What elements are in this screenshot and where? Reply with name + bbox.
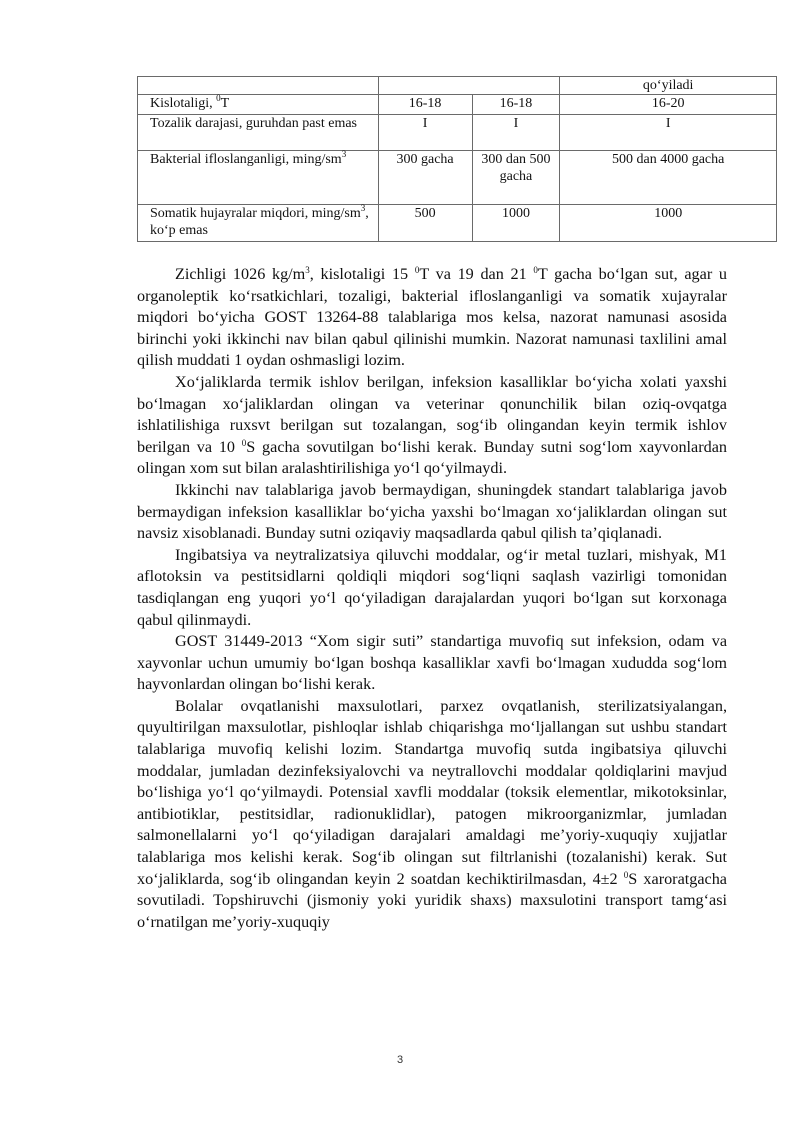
page-number: 3 xyxy=(396,1054,404,1066)
row-label: Tozalik darajasi, guruhdan past emas xyxy=(138,115,379,151)
table-cell: 16-20 xyxy=(560,95,777,115)
table-cell: 500 dan 4000 gacha xyxy=(560,151,777,205)
table-cell: I xyxy=(472,115,560,151)
paragraph: Bolalar ovqatlanishi maxsulotlari, parxez ovqatlanish, sterilizatsiyalangan, quyultirilgan maxsulotlar, pishloqlar ishlab chiqarishga mo‘ljallangan sut ushbu standart talablariga muvofiq kelishi lozim. Standartga muvofiq sutda ingibatsiya qiluvchi moddalar, jumladan dezinfeksiyalovchi va neytrallovchi moddalar qoldiqlarini mavjud bo‘lishiga yo‘l qo‘yilmaydi. Potensial xavfli moddalar (toksik elementlar, mikotoksinlar, antibiotiklar, pestitsidlar, radionuklidlar), patogen mikroorganizmlar, jumladan salmonellalarni yo‘l qo‘yiladigan darajalari amaldagi me’yoriy-xuquqiy xujjatlar talablariga mos kelishi kerak. Sog‘ib olingan sut filtrlanishi (tozalanishi) kerak. Sut xo‘jaliklarda, sog‘ib olingandan keyin 2 soatdan kechiktirilmasdan, 4±2 $^0$S xaroratgacha sovutiladi. Topshiruvchi (jismoniy yoki yuridik shaxs) maxsulotini transport tamg‘asi o‘rnatilgan me’yoriy-xuquqiy xyxy=(137,696,727,931)
table-cell: qo‘yiladi xyxy=(560,77,777,95)
paragraph: Ingibatsiya va neytralizatsiya qiluvchi moddalar, og‘ir metal tuzlari, mishyak, M1 aflotoksin va pestitsidlarni qoldiqli miqdori sog‘liqni saqlash vazirligi tomonidan tasdiqlangan eng yuqori yo‘l qo‘yiladigan darajalardan yuqori bo‘lgan sut korxonaga qabul qilinmaydi. xyxy=(137,545,727,629)
row-label: Bakterial ifloslanganligi, ming/$sm^3$ xyxy=(138,151,379,205)
table-row xyxy=(138,205,777,242)
table-cell: 300 gacha xyxy=(378,151,472,205)
paragraph: Zichligi 1026 $kg/m^3$, kislotaligi 15 $^0$T va 19 dan 21 $^0$T gacha bo‘lgan sut, agar u organoleptik ko‘rsatkichlari, tozaligi, bakterial ifloslanganligi va somatik xujayralar miqdori bo‘yicha GOST 13264-88 talablariga mos kelsa, nazorat namunasi asosida birinchi yoki ikkinchi nav bilan qabul qilinishi mumkin. Nazorat namunasi taxlilini amal qilish muddati 1 oydan oshmasligi lozim. xyxy=(137,265,727,370)
table-cell xyxy=(138,77,379,95)
table-cell: I xyxy=(378,115,472,151)
table-row xyxy=(138,95,777,115)
table-cell: 16-18 xyxy=(378,95,472,115)
row-label: Somatik hujayralar miqdori, ming/$sm^3$, ko‘p emas xyxy=(138,205,379,242)
milk-requirements-table xyxy=(137,76,777,242)
table-cell xyxy=(378,77,472,95)
table-cell xyxy=(472,77,560,95)
table-cell: I xyxy=(560,115,777,151)
table-cell: 1000 xyxy=(560,205,777,242)
row-label: Kislotaligi, $^0$T xyxy=(138,95,379,115)
table-cell: 1000 xyxy=(472,205,560,242)
table-cell: 500 xyxy=(378,205,472,242)
paragraph: Xo‘jaliklarda termik ishlov berilgan, infeksion kasalliklar bo‘yicha xolati yaxshi bo‘lmagan xo‘jaliklardan olingan va veterinar qonunchilik bilan oziq-ovqatga ishlatilishiga ruxsvt berilgan sut tozalangan, sog‘ib olingandan keyin termik ishlov berilgan va 10 $^0$S gacha sovutilgan bo‘lishi kerak. Bunday sutni sog‘lom xayvonlardan olingan xom sut bilan aralashtirilishiga yo‘l qo‘yilmaydi. xyxy=(137,372,727,478)
table-row xyxy=(138,151,777,205)
body-text xyxy=(137,264,727,933)
table-cell: 16-18 xyxy=(472,95,560,115)
table-row xyxy=(138,115,777,151)
table-cell: 300 dan 500 gacha xyxy=(472,151,560,205)
paragraph: GOST 31449-2013 “Xom sigir suti” standartiga muvofiq sut infeksion, odam va xayvonlar uchun umumiy bo‘lgan boshqa kasalliklar xavfi bo‘lmagan xududda sog‘lom hayvonlardan olingan bo‘lishi kerak. xyxy=(137,632,727,694)
paragraph: Ikkinchi nav talablariga javob bermaydigan, shuningdek standart talablariga javob bermaydigan infeksion kasalliklar bo‘yicha yaxshi bo‘lmagan xo‘jaliklardan olingan sut navsiz xisoblanadi. Bunday sutni oziqaviy maqsadlarda qabul qilish ta’qiqlanadi. xyxy=(137,480,727,543)
table-row xyxy=(138,77,777,95)
